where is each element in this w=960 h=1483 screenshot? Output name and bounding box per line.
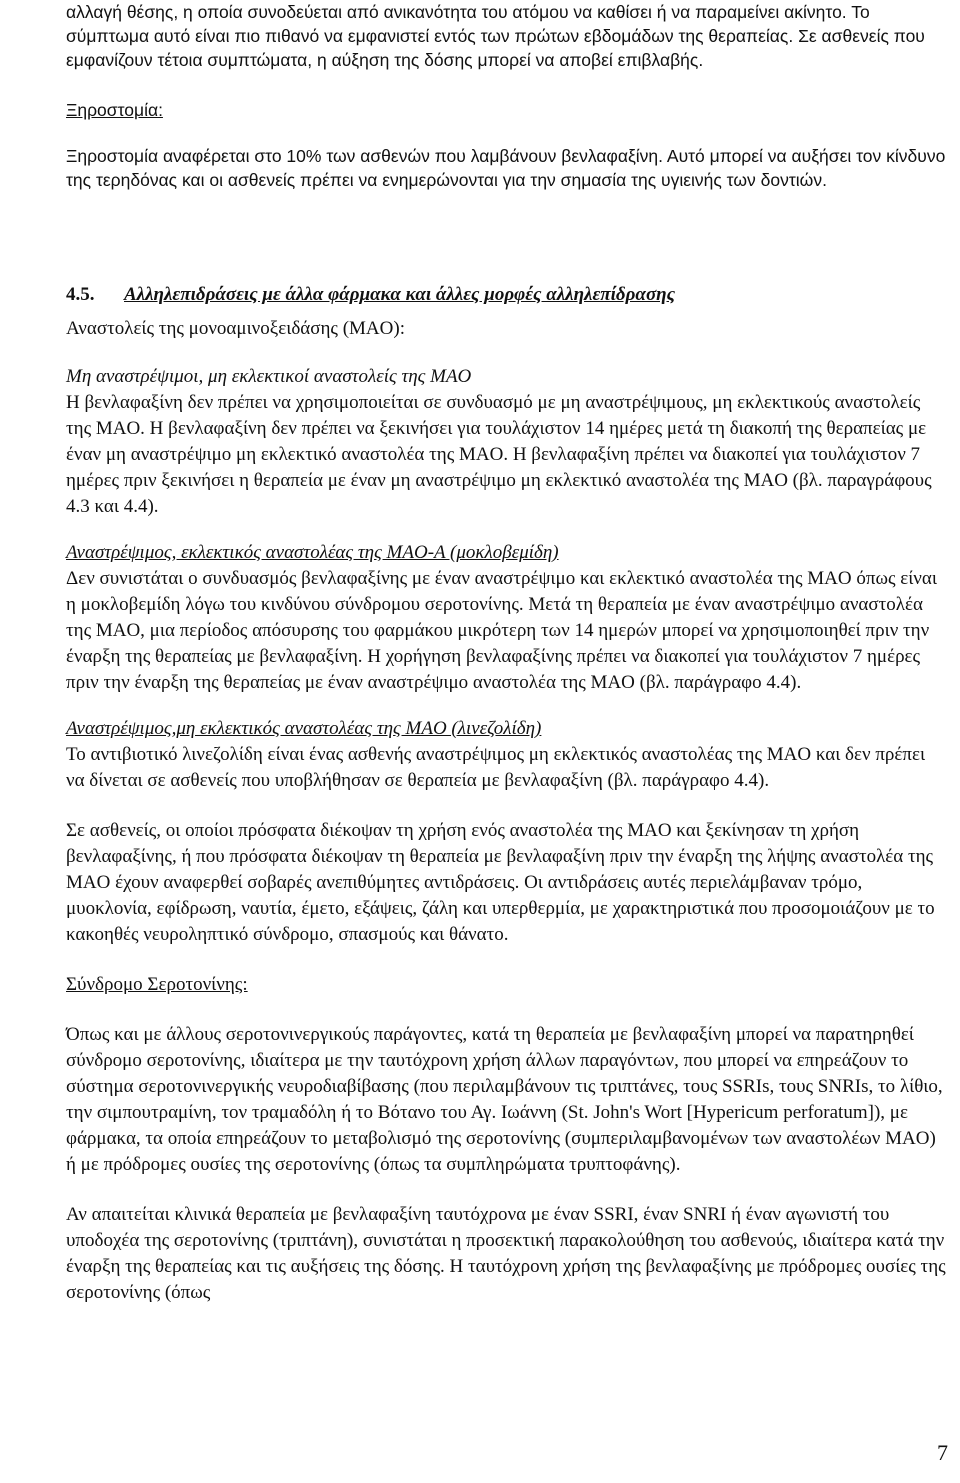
page-number: 7 <box>937 1440 948 1465</box>
serotonin-paragraph-1: Όπως και με άλλους σεροτονινεργικούς παράγοντες, κατά τη θεραπεία με βενλαφαξίνη μπορεί να παρατηρηθεί σύνδρομο σεροτονίνης, ιδιαίτερα με την ταυτόχρονη χρήση άλλων παραγόντων, που μπορεί να επηρεάζουν το σύστημα σεροτονινεργικής νευροδιαβίβασης (που περιλαμβάνουν τις τριπτάνες, τους SSRIs, τους SNRIs, το λίθιο, την σιμπουτραμίνη, τον τραμαδόλη ή το Βότανο του Αγ. Ιωάννη (St. John's Wort [Hypericum perforatum]), με φάρμακα, τα οποία επηρεάζουν το μεταβολισμό της σεροτονίνης (συμπεριλαμβανομένων των αναστολέων MAO) ή με πρόδρομες ουσίες της σεροτονίνης (όπως τα συμπληρώματα τρυπτοφάνης). <box>66 1024 943 1175</box>
serotonin-paragraph-2: Αν απαιτείται κλινικά θεραπεία με βενλαφαξίνη ταυτόχρονα με έναν SSRI, έναν SNRI ή έναν αγωνιστή του υποδοχέα της σεροτονίνης (τριπτάνη), συνιστάται η προσεκτική παρακολούθηση του ασθενούς, ιδιαίτερα κατά την έναρξη της θεραπείας και τις αυξήσεις της δόσης. Η ταυτόχρονη χρήση της βενλαφαξίνης με πρόδρομες ουσίες της σεροτονίνης (όπως <box>66 1204 946 1303</box>
block3-body: Το αντιβιοτικό λινεζολίδη είναι ένας ασθενής αναστρέψιμος μη εκλεκτικός αναστολέας της MAO και δεν πρέπει να δίνεται σε ασθενείς που υποβλήθησαν σε θεραπεία με βενλαφαξίνη (βλ. παράγραφο 4.4). <box>66 744 926 791</box>
block4-body: Σε ασθενείς, οι οποίοι πρόσφατα διέκοψαν τη χρήση ενός αναστολέα της MAO και ξεκίνησαν τη χρήση βενλαφαξίνης, ή που πρόσφατα διέκοψαν τη θεραπεία με βενλαφαξίνη πριν την έναρξη της λήψης αναστολέα της MAO έχουν αναφερθεί σοβαρές ανεπιθύμητες αντιδράσεις. Οι αντιδράσεις αυτές περιελάμβαναν τρόμο, μυοκλονία, εφίδρωση, ναυτία, έμετο, εξάψεις, ζάλη και υπερθερμία, με χαρακτηριστικά που προσομοιάζουν με το κακοηθές νευροληπτικό σύνδρομο, σπασμούς και θάνατο. <box>66 820 935 945</box>
document-page <box>66 0 946 1306</box>
section-number: 4.5. <box>66 284 95 305</box>
block2-title: Αναστρέψιμος, εκλεκτικός αναστολέας της MAO-A (μοκλοβεμίδη) <box>66 542 559 563</box>
block3-title: Αναστρέψιμος,μη εκλεκτικός αναστολέας της MAO (λινεζολίδη) <box>66 718 542 739</box>
section-title: Αλληλεπιδράσεις με άλλα φάρμακα και άλλες μορφές αλληλεπίδρασης <box>124 284 676 305</box>
block1-title: Μη αναστρέψιμοι, μη εκλεκτικοί αναστολείς της MAO <box>66 366 472 387</box>
block2-body: Δεν συνιστάται ο συνδυασμός βενλαφαξίνης με έναν αναστρέψιμο και εκλεκτικό αναστολέα της MAO όπως είναι η μοκλοβεμίδη λόγω του κινδύνου σύνδρομου σεροτονίνης. Μετά τη θεραπεία με έναν αναστρέψιμο αναστολέα της MAO, μια περίοδος απόσυρσης του φαρμάκου μικρότερη των 14 ημερών μπορεί να χρησιμοποιηθεί πριν την έναρξη της θεραπείας με βενλαφαξίνη. Η χορήγηση βενλαφαξίνης πρέπει να διακοπεί για τουλάχιστον 7 ημέρες πριν την έναρξη της θεραπείας με έναν αναστρέψιμο αναστολέα της MAO (βλ. παράγραφο 4.4). <box>66 568 937 693</box>
serotonin-heading: Σύνδρομο Σεροτονίνης: <box>66 974 248 995</box>
block1-body: Η βενλαφαξίνη δεν πρέπει να χρησιμοποιείται σε συνδυασμό με μη αναστρέψιμους, μη εκλεκτικούς αναστολείς της MAO. Η βενλαφαξίνη δεν πρέπει να ξεκινήσει για τουλάχιστον 14 ημέρες μετά τη διακοπή της θεραπείας με έναν μη αναστρέψιμο μη εκλεκτικό αναστολέα της MAO. Η βενλαφαξίνη πρέπει να διακοπεί για τουλάχιστον 7 ημέρες πριν ξεκινήσει η θεραπεία με έναν μη αναστρέψιμο μη εκλεκτικό αναστολέα της MAO (βλ. παραγράφους 4.3 και 4.4). <box>66 392 932 517</box>
xerostomia-body: Ξηροστομία αναφέρεται στο 10% των ασθενών που λαμβάνουν βενλαφαξίνη. Αυτό μπορεί να αυξήσει τον κίνδυνο της τερηδόνας και οι ασθενείς πρέπει να ενημερώνονται για την σημασία της υγιεινής των δοντιών. <box>66 146 946 190</box>
xerostomia-heading: Ξηροστομία: <box>66 100 163 120</box>
section-heading <box>66 282 946 308</box>
mao-heading: Αναστολείς της μονοαμινοξειδάσης (MAO): <box>66 318 405 339</box>
top-paragraph: αλλαγή θέσης, η οποία συνοδεύεται από ανικανότητα του ατόμου να καθίσει ή να παραμείνει ακίνητο. Το σύμπτωμα αυτό είναι πιο πιθανό να εμφανιστεί εντός των πρώτων εβδομάδων της θεραπείας. Σε ασθενείς που εμφανίζουν τέτοια συμπτώματα, η αύξηση της δόσης μπορεί να αποβεί επιβλαβής. <box>66 2 925 70</box>
